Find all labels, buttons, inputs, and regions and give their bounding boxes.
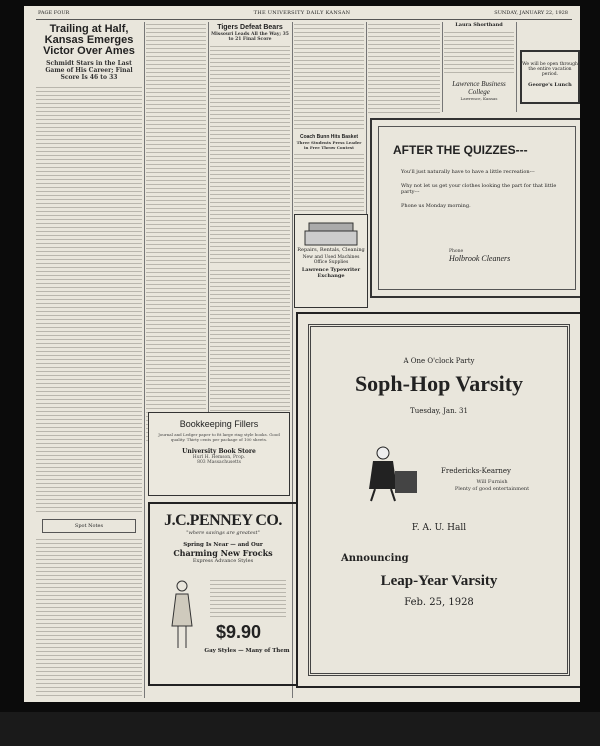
soph-hop-ad xyxy=(296,312,580,688)
quiz-line1: You'll just naturally have to have a little recreation--- xyxy=(401,169,535,175)
soph-intro: A One O'clock Party xyxy=(403,357,475,365)
typewriter-ad xyxy=(294,214,368,308)
column-rule xyxy=(516,22,517,112)
typewriter-name: Lawrence Typewriter Exchange xyxy=(301,267,361,279)
newspaper-title: THE UNIVERSITY DAILY KANSAN xyxy=(253,10,351,16)
masthead xyxy=(24,10,580,18)
soph-next-event: Leap-Year Varsity xyxy=(380,573,498,589)
soph-title: Soph-Hop Varsity xyxy=(354,371,524,396)
bookkeeping-ad xyxy=(148,412,290,496)
george-line1: We will be open through xyxy=(522,62,578,67)
column-rule xyxy=(208,22,209,442)
quiz-ad xyxy=(370,118,580,298)
news-column xyxy=(146,22,206,442)
sports-column xyxy=(36,22,142,698)
penney-price: $9.90 xyxy=(216,622,262,642)
laura-school: Lawrence Business College xyxy=(452,80,506,96)
masthead-rule xyxy=(36,19,572,20)
george-name: George's Lunch xyxy=(528,82,572,88)
soph-date: Tuesday, Jan. 31 xyxy=(410,407,468,415)
page-label: PAGE FOUR xyxy=(38,10,70,16)
typewriter-icon xyxy=(301,219,361,247)
soph-band-note1: Will Furnish xyxy=(476,479,508,485)
penney-footer: Gay Styles — Many of Them xyxy=(204,648,290,654)
quiz-brand: Holbrook Cleaners xyxy=(449,254,511,263)
penney-brand: J.C.PENNEY CO. xyxy=(164,512,282,529)
musician-illustration xyxy=(351,443,421,503)
tigers-subhead: Missouri Leads All the Way; 35 to 21 Final Score xyxy=(211,32,289,42)
issue-date: SUNDAY, JANUARY 22, 1928 xyxy=(494,10,568,16)
laura-city: Lawrence, Kansas xyxy=(460,96,498,101)
laura-text xyxy=(444,30,514,76)
tigers-headline: Tigers Defeat Bears xyxy=(217,24,283,31)
quiz-headline: AFTER THE QUIZZES--- xyxy=(393,143,528,157)
ames-subhead: Schmidt Stars in the Last Game of His Career; Final Score Is 46 to 33 xyxy=(45,60,133,81)
typewriter-line2: New and Used Machines xyxy=(302,255,360,260)
soph-announce: Announcing xyxy=(341,553,409,564)
bookkeeping-body: Journal and Ledger paper to fit large ring style books. Good quality. Thirty cents per package of 100 sheets. xyxy=(158,432,280,442)
penney-headline2: Charming New Frocks xyxy=(173,548,273,558)
penney-headline3: Express Advance Styles xyxy=(192,558,254,564)
newspaper-page xyxy=(24,6,580,702)
george-ad xyxy=(520,50,580,104)
soph-band-note2: Plenty of good entertainment xyxy=(454,486,530,492)
bookstore-address: 803 Massachusetts xyxy=(197,460,241,465)
rifle-headline: Coach Bunn Hits Basket xyxy=(299,134,359,140)
penney-tagline: "where savings are greatest" xyxy=(186,530,260,536)
quiz-brand-block xyxy=(449,249,510,263)
laura-ad xyxy=(444,22,514,112)
typewriter-line3: Office Supplies xyxy=(313,260,349,265)
article-text xyxy=(36,537,142,698)
article-text xyxy=(294,22,364,130)
dress-illustration xyxy=(162,576,202,656)
spot-notes-box: Spot Notes xyxy=(42,519,136,533)
soph-band: Fredericks-Kearney xyxy=(441,467,511,475)
bookstore-owner: Hurl H. Hemson, Prop. xyxy=(192,455,246,460)
column-rule xyxy=(442,22,443,112)
article-text xyxy=(36,85,142,515)
ames-headline: Trailing at Half, Kansas Emerges Victor Over Ames xyxy=(43,23,135,57)
column-rule xyxy=(144,22,145,698)
soph-venue: F. A. U. Hall xyxy=(411,523,467,533)
article-text xyxy=(368,22,440,114)
bookkeeping-title: Bookkeeping Fillers xyxy=(179,419,259,429)
soph-next-date: Feb. 25, 1928 xyxy=(404,597,474,608)
penney-ad xyxy=(148,502,298,686)
laura-title: Laura Shorthand xyxy=(455,22,503,28)
quiz-line3: Phone us Monday morning. xyxy=(401,203,471,209)
article-text xyxy=(146,22,206,442)
scanner-bottom-border xyxy=(0,712,600,746)
penney-text xyxy=(210,578,286,618)
penney-headline1: Spring Is Near — and Our xyxy=(183,542,263,548)
bookstore-name: University Book Store xyxy=(182,448,256,455)
george-line2: the entire vacation period. xyxy=(528,67,572,77)
news-column-3 xyxy=(210,22,290,442)
column-5 xyxy=(368,22,440,114)
quiz-line2: Why not let us get your clothes looking the part for that little party--- xyxy=(401,183,557,195)
rifle-subhead: Three Students Press Leader in Free Throw Contest xyxy=(296,140,362,150)
article-text xyxy=(294,152,364,212)
article-text xyxy=(210,44,290,264)
typewriter-line1: Repairs, Rentals, Cleaning xyxy=(297,247,365,253)
quiz-brand-prefix: Phone xyxy=(449,249,464,254)
